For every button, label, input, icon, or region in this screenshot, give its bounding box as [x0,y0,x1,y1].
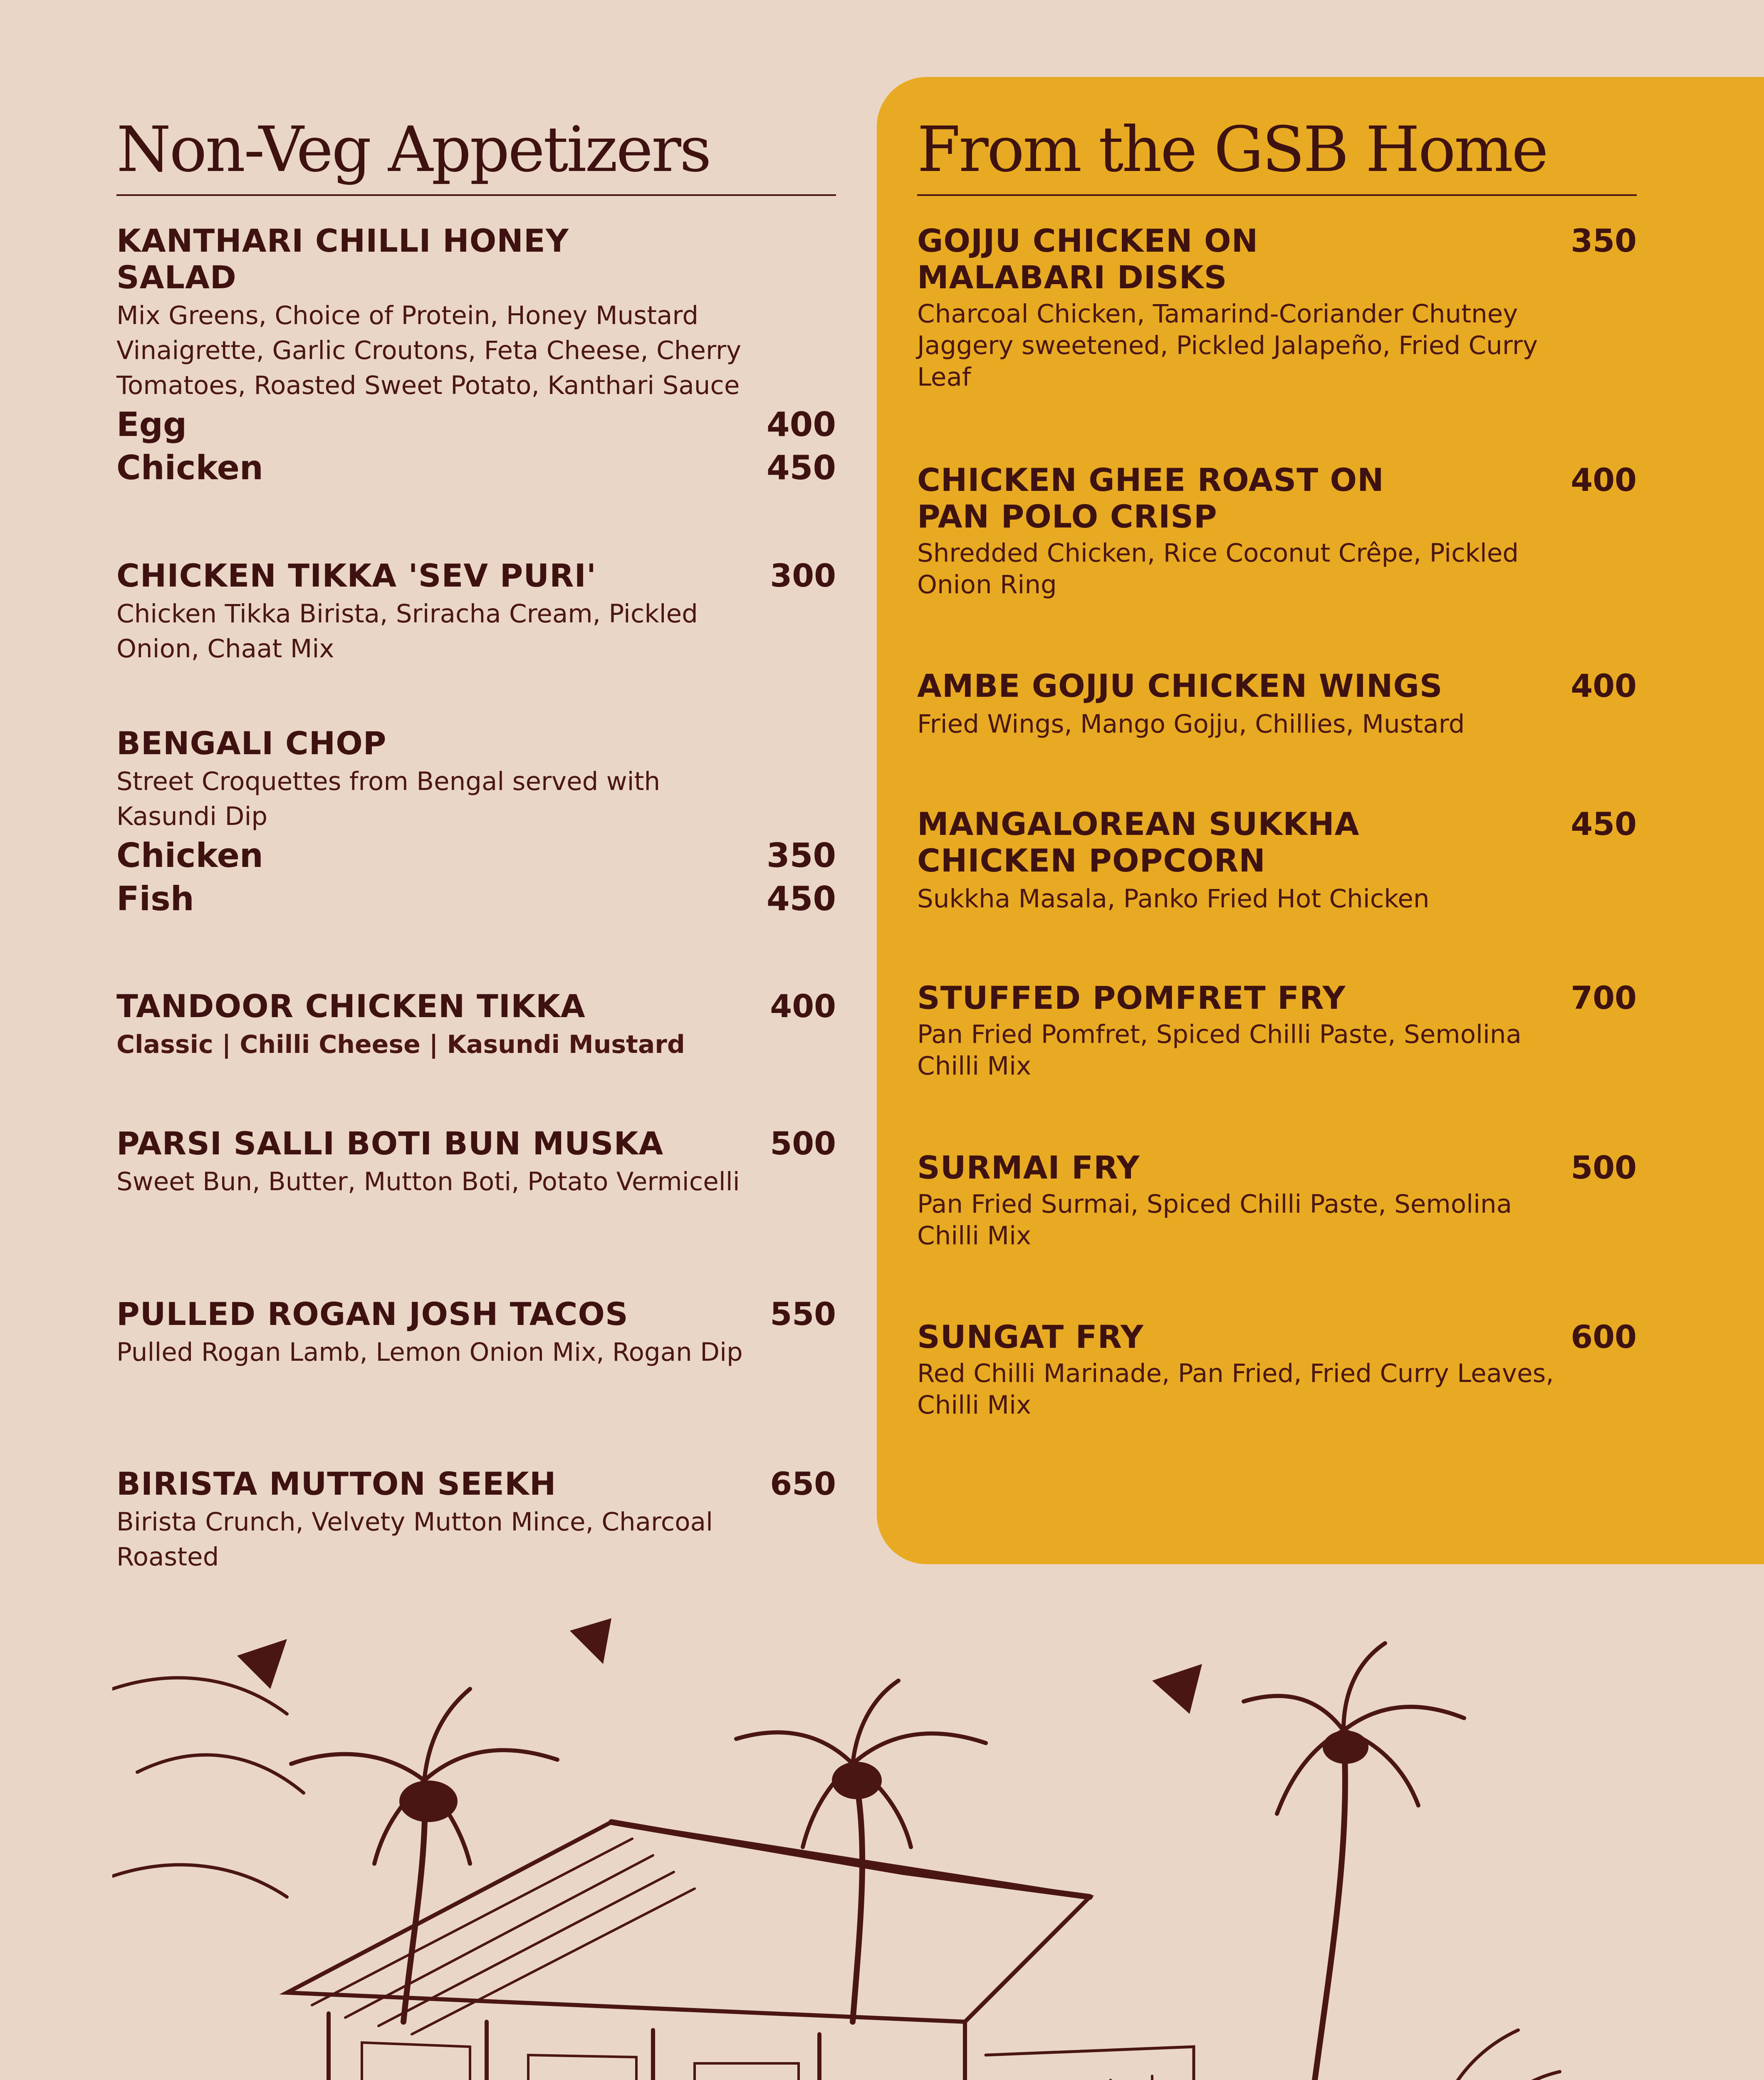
menu-item-name: BENGALI CHOP [116,725,387,762]
non-veg-appetizers-section [116,110,836,1572]
gsb-home-section [917,110,1637,1420]
menu-item-description: Shredded Chicken, Rice Coconut Crêpe, Pickled Onion Ring [917,538,1519,599]
menu-item-description: Mix Greens, Choice of Protein, Honey Mustard Vinaigrette, Garlic Croutons, Feta Cheese, Cherry Tomatoes, Roasted Sweet Potato, Kanthari Sauce [116,301,742,400]
menu-item [116,1125,836,1199]
menu-item-header [917,980,1637,1016]
palm-hut-illustration [112,1606,1618,2080]
menu-item-name: CHICKEN TIKKA 'SEV PURI' [116,557,597,594]
menu-item-name: STUFFED POMFRET FRY [917,979,1346,1016]
menu-item-description: Chicken Tikka Birista, Sriracha Cream, Pickled Onion, Chaat Mix [116,599,698,664]
menu-item [917,462,1637,601]
menu-item [116,1296,836,1370]
variant-price: 450 [767,879,836,918]
menu-item-price: 650 [770,1465,836,1502]
variant-name: Chicken [116,836,263,875]
menu-item-header [917,668,1637,704]
menu-item-name: KANTHARI CHILLI HONEY SALAD [116,222,569,296]
menu-item-description: Charcoal Chicken, Tamarind-Coriander Chutney Jaggery sweetened, Pickled Jalapeño, Fried Curry Leaf [917,299,1538,392]
menu-item-price: 400 [1571,461,1637,498]
menu-item-variant [116,877,836,921]
menu-item-price: 400 [1571,667,1637,704]
menu-item [917,668,1637,742]
menu-item-header [917,1319,1637,1355]
menu-item-header [116,557,836,594]
menu-item [917,980,1637,1082]
variant-price: 400 [767,405,836,444]
menu-item-name: PARSI SALLI BOTI BUN MUSKA [116,1125,664,1162]
menu-item-description: Classic | Chilli Cheese | Kasundi Mustard [116,1030,685,1059]
menu-item-name: PULLED ROGAN JOSH TACOS [116,1295,628,1332]
menu-item-name: SURMAI FRY [917,1149,1140,1186]
menu-item [116,725,836,921]
menu-item [116,988,836,1062]
menu-item-price: 550 [770,1295,836,1332]
menu-item-price: 450 [1571,805,1637,842]
menu-item-price: 300 [770,557,836,594]
menu-item-header [116,1296,836,1332]
variant-price: 450 [767,448,836,487]
menu-item-description: Fried Wings, Mango Gojju, Chillies, Mustard [917,709,1465,739]
menu-item-description: Pulled Rogan Lamb, Lemon Onion Mix, Rogan Dip [116,1337,743,1367]
menu-item [917,1319,1637,1421]
menu-item [917,806,1637,916]
menu-item-description: Pan Fried Surmai, Spiced Chilli Paste, Semolina Chilli Mix [917,1189,1512,1250]
menu-item [116,1466,836,1575]
menu-item-name: BIRISTA MUTTON SEEKH [116,1465,557,1502]
menu-item-description: Pan Fried Pomfret, Spiced Chilli Paste, Semolina Chilli Mix [917,1020,1522,1081]
menu-item-header [116,223,836,296]
menu-item-name: AMBE GOJJU CHICKEN WINGS [917,667,1443,704]
menu-item-description: Birista Crunch, Velvety Mutton Mince, Charcoal Roasted [116,1507,713,1572]
menu-item [116,557,836,666]
menu-item-name: TANDOOR CHICKEN TIKKA [116,988,586,1025]
menu-item-header [917,462,1637,535]
menu-item-price: 350 [1571,222,1637,259]
variant-name: Egg [116,405,187,444]
menu-item-header [116,725,836,762]
menu-item-description: Sukkha Masala, Panko Fried Hot Chicken [917,884,1430,914]
menu-item-header [917,806,1637,879]
menu-item-description: Sweet Bun, Butter, Mutton Boti, Potato Vermicelli [116,1167,740,1196]
menu-item [917,1149,1637,1252]
menu-item-header [116,1125,836,1162]
menu-item-header [116,1466,836,1502]
variant-name: Chicken [116,448,263,487]
menu-item-header [116,988,836,1025]
menu-item-price: 500 [1571,1149,1637,1186]
menu-item [917,223,1637,393]
section-title-gsb-home: From the GSB Home [917,110,1637,196]
menu-item-header [917,223,1637,296]
menu-item-price: 700 [1571,979,1637,1016]
menu-item-name: GOJJU CHICKEN ON MALABARI DISKS [917,222,1259,296]
menu-item-variant [116,446,836,490]
menu-item-price: 400 [770,988,836,1025]
menu-item-description: Red Chilli Marinade, Pan Fried, Fried Curry Leaves, Chilli Mix [917,1359,1554,1420]
menu-item-header [917,1149,1637,1186]
menu-item-price: 600 [1571,1318,1637,1355]
menu-item-name: CHICKEN GHEE ROAST ON PAN POLO CRISP [917,461,1384,535]
variant-price: 350 [767,836,836,875]
menu-item-name: MANGALOREAN SUKKHA CHICKEN POPCORN [917,805,1360,879]
section-title-non-veg: Non-Veg Appetizers [116,110,836,196]
menu-item-price: 500 [770,1125,836,1162]
variant-name: Fish [116,879,194,918]
menu-item-description: Street Croquettes from Bengal served with Kasundi Dip [116,767,661,831]
menu-item-name: SUNGAT FRY [917,1318,1144,1355]
menu-item-variant [116,403,836,446]
menu-item [116,223,836,490]
menu-item-variant [116,834,836,877]
